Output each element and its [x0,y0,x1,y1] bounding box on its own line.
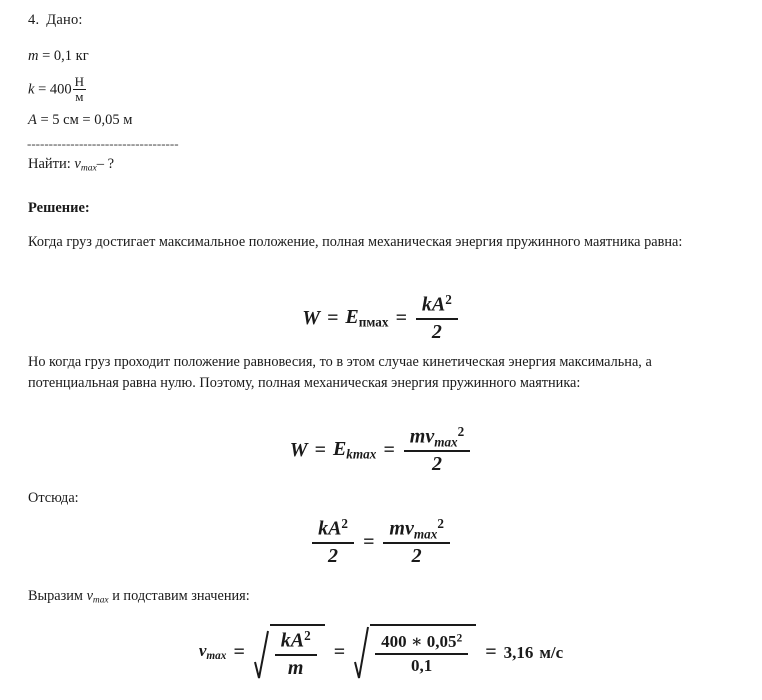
eq4-equals-3: = [485,641,497,663]
paragraph-3: Отсюда: [28,490,79,506]
amplitude-equals-2: = [82,112,91,128]
stiffness-unit-fraction [73,75,86,104]
eq3-right-denominator: 2 [411,545,422,568]
amplitude-unit-m: м [123,112,133,128]
eq4-radicand-symbolic [270,624,325,680]
solution-heading: Решение: [28,200,90,216]
eq3-right-fraction [383,516,450,568]
eq4-numeric-fraction [375,632,468,675]
radical-sign-icon-2 [354,624,370,680]
eq3-left-numerator: $kA^2$ [318,516,349,541]
paragraph-4 [28,586,728,612]
eq3-equals: = [363,531,375,554]
eq1-denominator: 2 [431,320,442,343]
eq4-sqrt-symbolic [254,624,325,680]
amplitude-equals-1: = [40,112,49,128]
given-mass-line [28,48,89,65]
given-stiffness-line [28,76,87,105]
eq1-equals-2: = [395,306,407,329]
eq2-fraction [404,424,471,476]
eq2-numerator: $mv_{max}^2$ [409,424,465,450]
given-amplitude-line [28,112,132,129]
eq3-right-numerator: $mv_{max}^2$ [389,516,444,542]
amplitude-unit-cm: см [63,112,79,128]
find-symbol: $v_{max}$ [74,156,97,174]
eq1-fraction [416,292,458,344]
stiffness-unit-numerator: Н [74,74,85,89]
mass-symbol: m [28,48,39,64]
paragraph-2: Но когда груз проходит положение равновесия, то в этом случае кинетическая энергия максимальна, а потенциальная равна нулю. Поэтому, полная механическая энергия пружинного маятника: [28,354,652,391]
amplitude-value-cm: 5 [52,112,60,128]
eq2-equals-2: = [383,439,395,462]
find-line [28,156,114,174]
given-heading [28,12,83,29]
amplitude-value-m: 0,05 [94,112,120,128]
mass-equals: = [42,48,51,64]
eq1-energy: Eпмах [345,305,389,330]
eq4-lhs: $v_{max}$ [198,640,227,662]
equation-4 [0,624,762,680]
eq2-equals-1: = [314,439,326,462]
eq4-symbolic-numerator: $kA^2$ [280,628,311,652]
equation-2 [0,424,762,476]
eq4-symbolic-fraction [275,628,317,680]
eq1-lhs: W [302,306,320,329]
radical-sign-icon [254,624,270,680]
eq2-denominator: 2 [432,453,442,476]
eq4-result-unit: м/с [539,642,564,662]
stiffness-unit-denominator: м [75,89,84,105]
paragraph-4-before: Выразим [28,588,83,604]
eq2-energy: $E_{kmax}$ [332,438,377,462]
eq4-numeric-numerator: 400 ∗ 0,05$^2$ [381,632,463,652]
eq4-equals-1: = [233,641,245,663]
paragraph-4-after: и подставим значения: [112,588,250,604]
eq1-equals-1: = [327,306,339,329]
given-separator: ----------------------------------- [27,136,179,151]
eq4-equals-2: = [333,641,346,663]
eq4-sqrt-numeric [354,624,476,680]
mass-value: 0,1 [53,48,73,64]
eq3-left-denominator: 2 [328,545,339,568]
eq2-lhs: W [289,439,308,462]
mass-unit: кг [75,48,89,64]
problem-number: 4. [28,12,40,28]
eq4-numeric-denominator: 0,1 [410,656,433,675]
eq3-left-fraction [312,516,354,568]
eq4-radicand-numeric [370,624,476,680]
stiffness-symbol: k [28,81,35,98]
equation-1 [0,292,762,344]
find-dash: – [96,156,105,172]
stiffness-equals: = [38,81,47,98]
stiffness-value: 400 [49,81,72,98]
paragraph-1: Когда груз достигает максимальное положение, полная механическая энергия пружинного маятника равна: [28,234,683,250]
eq4-symbolic-denominator: m [287,656,304,679]
equation-3 [0,516,762,568]
given-label: Дано: [46,12,83,28]
paragraph-4-variable: $v_{max}$ [86,588,109,606]
eq1-numerator: $kA^2$ [421,292,452,316]
amplitude-symbol: A [28,112,37,128]
find-question: ? [107,156,115,172]
eq4-result-value: 3,16 [503,642,534,662]
find-label: Найти: [28,156,71,172]
